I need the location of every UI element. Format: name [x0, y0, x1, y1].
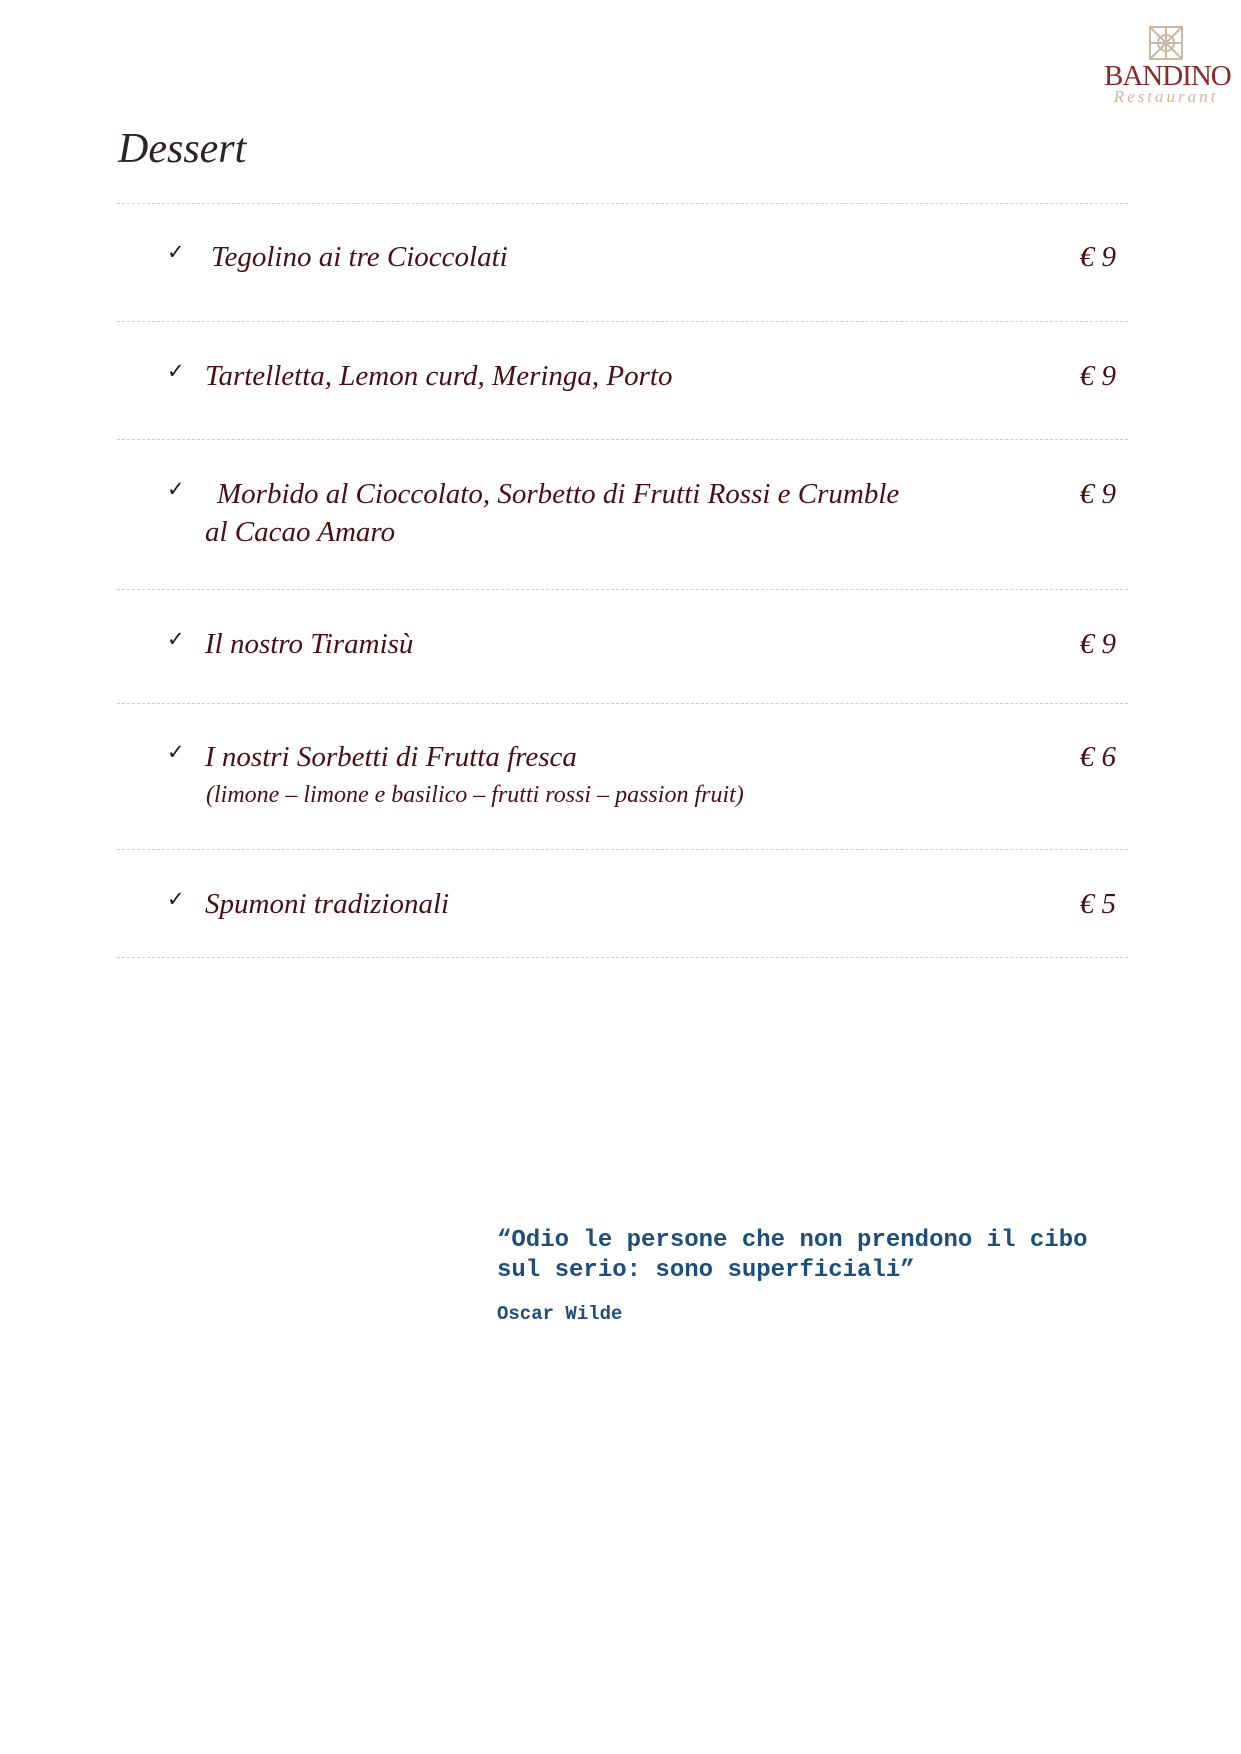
item-price: € 9 — [1079, 360, 1116, 392]
divider — [117, 849, 1128, 850]
check-icon: ✓ — [167, 740, 185, 764]
item-price: € 9 — [1079, 628, 1116, 660]
item-note: (limone – limone e basilico – frutti rossi – passion fruit) — [206, 782, 744, 808]
item-price: € 9 — [1079, 241, 1116, 273]
divider — [117, 703, 1128, 704]
divider — [117, 439, 1128, 440]
item-name: Tartelletta, Lemon curd, Meringa, Porto — [205, 360, 673, 392]
logo-emblem-icon — [1146, 24, 1186, 62]
check-icon: ✓ — [167, 240, 185, 264]
item-name: Spumoni tradizionali — [205, 888, 450, 920]
item-name: I nostri Sorbetti di Frutta fresca — [205, 741, 577, 773]
item-price: € 9 — [1079, 478, 1116, 510]
logo-subtitle: Restaurant — [1113, 87, 1219, 106]
divider — [117, 321, 1128, 322]
item-price: € 5 — [1079, 888, 1116, 920]
item-name: Tegolino ai tre Cioccolati — [211, 241, 508, 273]
divider — [117, 203, 1128, 204]
quote-text: “Odio le persone che non prendono il cibo sul serio: sono superficiali” — [497, 1227, 1088, 1284]
restaurant-logo — [1104, 24, 1231, 110]
quote-block — [497, 1226, 1137, 1326]
item-name: Morbido al Cioccolato, Sorbetto di Frutti Rossi e Crumble al Cacao Amaro — [205, 478, 900, 548]
check-icon: ✓ — [167, 887, 185, 911]
divider — [117, 957, 1128, 958]
check-icon: ✓ — [167, 359, 185, 383]
quote-author: Oscar Wilde — [497, 1303, 623, 1325]
page-title: Dessert — [118, 126, 247, 172]
divider — [117, 589, 1128, 590]
item-price: € 6 — [1079, 741, 1116, 773]
logo-name: BANDINO — [1104, 60, 1231, 92]
check-icon: ✓ — [167, 627, 185, 651]
check-icon: ✓ — [167, 477, 185, 501]
item-name: Il nostro Tiramisù — [205, 628, 414, 660]
